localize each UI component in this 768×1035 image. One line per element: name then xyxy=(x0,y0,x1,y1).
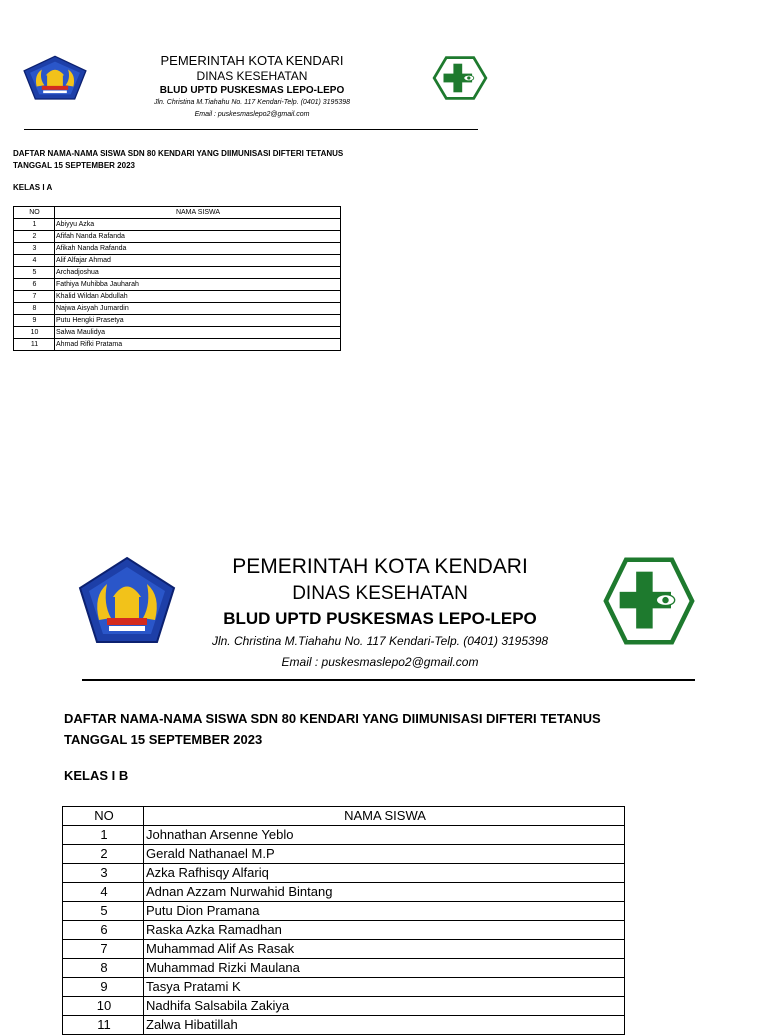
row-no: 7 xyxy=(63,940,144,959)
kendari-city-emblem-icon xyxy=(76,556,178,646)
row-no: 1 xyxy=(63,826,144,845)
table-row xyxy=(63,959,625,978)
row-no: 9 xyxy=(63,978,144,997)
student-table xyxy=(13,206,341,351)
row-name: Khalid Wildan Abdullah xyxy=(55,291,341,303)
government-name: PEMERINTAH KOTA KENDARI xyxy=(232,555,528,578)
row-name: Adnan Azzam Nurwahid Bintang xyxy=(144,883,625,902)
row-name: Afikah Nanda Rafanda xyxy=(55,243,341,255)
row-name: Johnathan Arsenne Yeblo xyxy=(144,826,625,845)
row-name: Zalwa Hibatillah xyxy=(144,1016,625,1035)
row-no: 11 xyxy=(63,1016,144,1035)
table-row xyxy=(14,255,341,267)
column-header-no: NO xyxy=(14,207,55,219)
row-name: Tasya Pratami K xyxy=(144,978,625,997)
table-row xyxy=(63,864,625,883)
row-name: Nadhifa Salsabila Zakiya xyxy=(144,997,625,1016)
table-row xyxy=(14,327,341,339)
letterhead-divider xyxy=(82,679,695,681)
row-name: Fathiya Muhibba Jauharah xyxy=(55,279,341,291)
document-title xyxy=(64,708,601,750)
table-row xyxy=(14,315,341,327)
row-name: Gerald Nathanael M.P xyxy=(144,845,625,864)
table-header-row xyxy=(63,807,625,826)
agency-name: DINAS KESEHATAN xyxy=(292,583,468,604)
row-no: 8 xyxy=(63,959,144,978)
column-header-name: NAMA SISWA xyxy=(55,207,341,219)
table-row xyxy=(14,219,341,231)
kendari-city-emblem-icon xyxy=(22,55,88,101)
row-name: Afifah Nanda Rafanda xyxy=(55,231,341,243)
row-name: Archadjoshua xyxy=(55,267,341,279)
row-no: 10 xyxy=(63,997,144,1016)
row-no: 5 xyxy=(14,267,55,279)
agency-name: DINAS KESEHATAN xyxy=(196,69,308,83)
clinic-name: BLUD UPTD PUSKESMAS LEPO-LEPO xyxy=(159,85,345,96)
row-no: 8 xyxy=(14,303,55,315)
title-line-1: DAFTAR NAMA-NAMA SISWA SDN 80 KENDARI YANG DIIMUNISASI DIFTERI TETANUS xyxy=(64,711,601,726)
government-name: PEMERINTAH KOTA KENDARI xyxy=(160,53,344,68)
table-row xyxy=(63,1016,625,1035)
clinic-name: BLUD UPTD PUSKESMAS LEPO-LEPO xyxy=(223,609,537,628)
row-no: 4 xyxy=(63,883,144,902)
column-header-name: NAMA SISWA xyxy=(144,807,625,826)
clinic-email: Email : puskesmaslepo2@gmail.com xyxy=(194,111,310,118)
table-row xyxy=(14,291,341,303)
row-no: 9 xyxy=(14,315,55,327)
letterhead-text xyxy=(205,553,555,673)
letterhead-text xyxy=(120,53,384,121)
row-no: 6 xyxy=(63,921,144,940)
row-name: Muhammad Rizki Maulana xyxy=(144,959,625,978)
row-no: 5 xyxy=(63,902,144,921)
row-no: 2 xyxy=(63,845,144,864)
row-name: Salwa Maulidya xyxy=(55,327,341,339)
row-name: Ahmad Rifki Pratama xyxy=(55,339,341,351)
table-row xyxy=(14,243,341,255)
row-no: 10 xyxy=(14,327,55,339)
student-table xyxy=(62,806,625,1035)
table-row xyxy=(14,231,341,243)
clinic-email: Email : puskesmaslepo2@gmail.com xyxy=(281,655,479,669)
row-name: Alif Alfajar Ahmad xyxy=(55,255,341,267)
title-line-1: DAFTAR NAMA-NAMA SISWA SDN 80 KENDARI YANG DIIMUNISASI DIFTERI TETANUS xyxy=(13,149,344,158)
table-row xyxy=(63,978,625,997)
row-no: 3 xyxy=(63,864,144,883)
table-row xyxy=(14,279,341,291)
row-no: 4 xyxy=(14,255,55,267)
table-row xyxy=(63,826,625,845)
row-name: Azka Rafhisqy Alfariq xyxy=(144,864,625,883)
table-row xyxy=(63,845,625,864)
table-row xyxy=(63,883,625,902)
class-label: KELAS I A xyxy=(13,183,53,192)
puskesmas-cross-icon xyxy=(603,557,695,645)
row-no: 7 xyxy=(14,291,55,303)
table-row xyxy=(63,997,625,1016)
table-row xyxy=(63,940,625,959)
puskesmas-cross-icon xyxy=(432,56,488,100)
letterhead-divider xyxy=(24,129,478,130)
column-header-no: NO xyxy=(63,807,144,826)
table-header-row xyxy=(14,207,341,219)
row-name: Muhammad Alif As Rasak xyxy=(144,940,625,959)
title-line-2: TANGGAL 15 SEPTEMBER 2023 xyxy=(13,161,135,170)
row-name: Raska Azka Ramadhan xyxy=(144,921,625,940)
class-label: KELAS I B xyxy=(64,768,129,783)
row-no: 11 xyxy=(14,339,55,351)
row-name: Najwa Aisyah Jumardin xyxy=(55,303,341,315)
row-no: 6 xyxy=(14,279,55,291)
table-row xyxy=(14,267,341,279)
table-row xyxy=(14,303,341,315)
row-name: Putu Dion Pramana xyxy=(144,902,625,921)
table-row xyxy=(63,921,625,940)
row-name: Putu Hengki Prasetya xyxy=(55,315,341,327)
row-no: 1 xyxy=(14,219,55,231)
row-no: 2 xyxy=(14,231,55,243)
table-row xyxy=(63,902,625,921)
table-row xyxy=(14,339,341,351)
clinic-address: Jln. Christina M.Tiahahu No. 117 Kendari-Telp. (0401) 3195398 xyxy=(153,99,351,106)
row-name: Abiyyu Azka xyxy=(55,219,341,231)
clinic-address: Jln. Christina M.Tiahahu No. 117 Kendari-Telp. (0401) 3195398 xyxy=(211,634,549,648)
title-line-2: TANGGAL 15 SEPTEMBER 2023 xyxy=(64,732,263,747)
document-title xyxy=(13,148,343,172)
row-no: 3 xyxy=(14,243,55,255)
